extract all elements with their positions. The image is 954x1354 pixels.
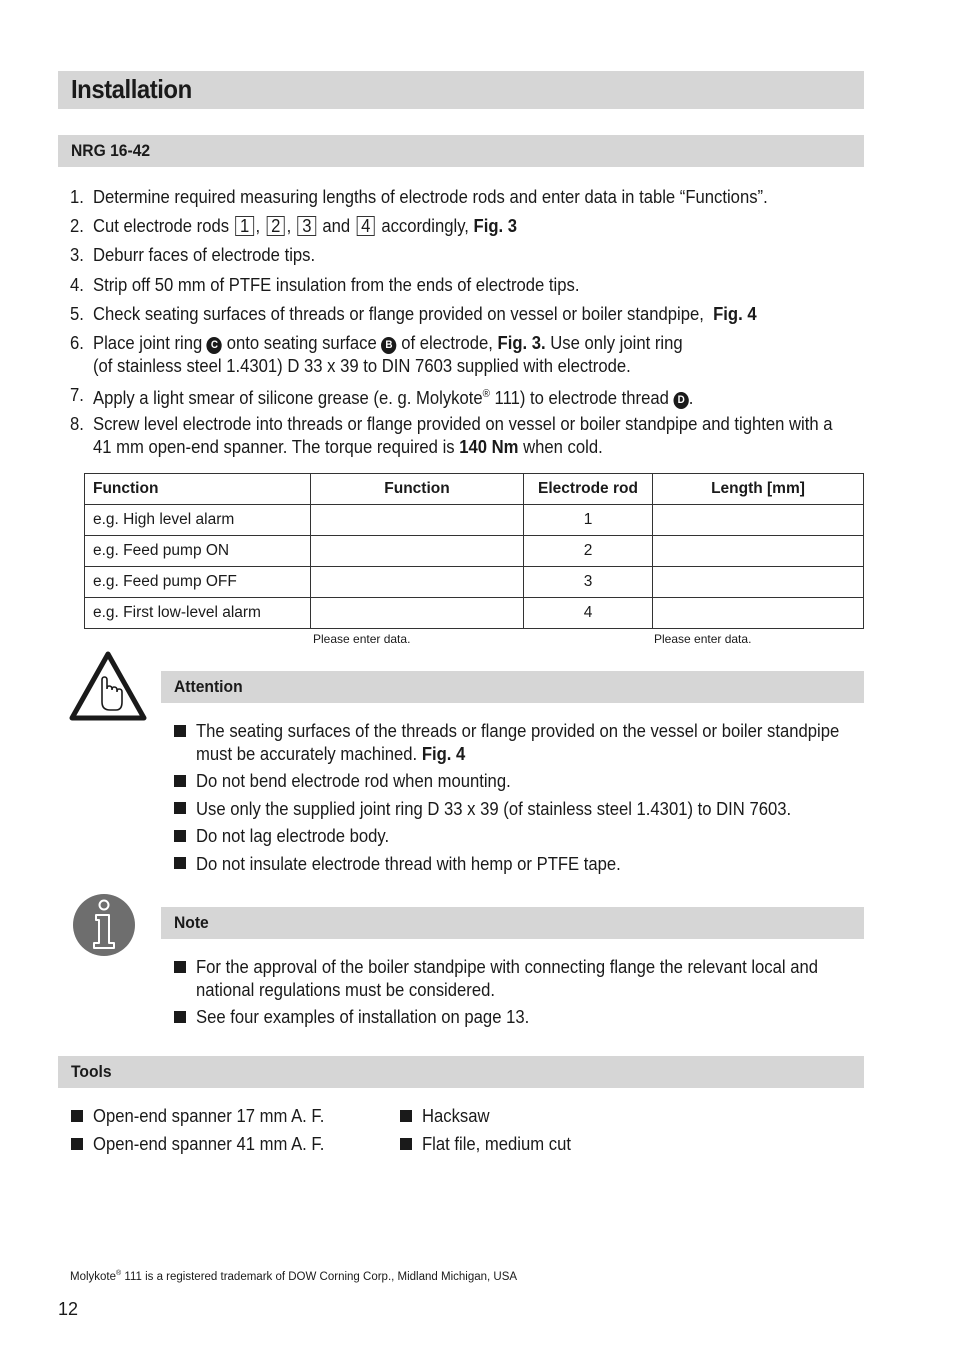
step-number: 7. xyxy=(70,384,84,405)
column-header: Function xyxy=(311,474,524,505)
table-cell: e.g. First low-level alarm xyxy=(85,598,311,629)
functions-table xyxy=(84,473,864,629)
tools-title: Tools xyxy=(71,1062,112,1081)
step-text: Deburr faces of electrode tips. xyxy=(93,244,316,265)
column-header: Length [mm] xyxy=(653,474,864,505)
bullet xyxy=(400,1138,412,1150)
step-number: 1. xyxy=(70,186,84,207)
step-text: Determine required measuring lengths of electrode rods and enter data in table “Functions”. xyxy=(93,186,768,207)
note-title: Note xyxy=(174,913,209,932)
marker-b: B xyxy=(381,337,396,354)
table-cell-input[interactable] xyxy=(311,536,524,567)
list-item: For the approval of the boiler standpipe with connecting flange the relevant local and xyxy=(196,956,819,977)
table-row xyxy=(85,598,864,629)
bullet xyxy=(174,961,186,973)
step-text: Place joint ring C onto seating surface B of electrode, Fig. 3. Use only joint ring xyxy=(93,332,683,353)
table-cell-input[interactable] xyxy=(653,567,864,598)
bullet xyxy=(174,725,186,737)
step-text: Cut electrode rods 1 , 2 , 3 and 4 accordingly, Fig. 3 xyxy=(93,215,518,236)
note-bar xyxy=(161,907,864,939)
list-item: See four examples of installation on page 13. xyxy=(196,1006,530,1027)
attention-title: Attention xyxy=(174,677,243,696)
attention-bar xyxy=(161,671,864,703)
rod-label: 4 xyxy=(357,216,375,236)
step-text: Strip off 50 mm of PTFE insulation from the ends of electrode tips. xyxy=(93,274,580,295)
table-cell: 4 xyxy=(524,598,653,629)
marker-d: D xyxy=(674,392,689,409)
table-header-row xyxy=(85,474,864,505)
table-row xyxy=(85,567,864,598)
table-cell-input[interactable] xyxy=(311,598,524,629)
column-header: Electrode rod xyxy=(524,474,653,505)
table-row xyxy=(85,505,864,536)
table-cell: e.g. Feed pump ON xyxy=(85,536,311,567)
list-item: Use only the supplied joint ring D 33 x 39 (of stainless steel 1.4301) to DIN 7603. xyxy=(196,798,792,819)
table-cell-input[interactable] xyxy=(311,567,524,598)
bullet xyxy=(400,1110,412,1122)
table-cell: 2 xyxy=(524,536,653,567)
step-number: 6. xyxy=(70,332,84,353)
list-item: national regulations must be considered. xyxy=(196,979,495,1000)
info-icon xyxy=(72,893,136,957)
bullet xyxy=(71,1138,83,1150)
section-title: NRG 16-42 xyxy=(71,141,151,160)
section-bar xyxy=(58,135,864,167)
step-number: 5. xyxy=(70,303,84,324)
step-number: 4. xyxy=(70,274,84,295)
step-text: Apply a light smear of silicone grease (e. g. Molykote® 111) to electrode thread D . xyxy=(93,387,694,409)
bullet xyxy=(174,830,186,842)
bullet xyxy=(174,802,186,814)
list-item: must be accurately machined. Fig. 4 xyxy=(196,743,466,764)
table-cell: e.g. Feed pump OFF xyxy=(85,567,311,598)
bullet xyxy=(174,857,186,869)
list-item: The seating surfaces of the threads or flange provided on the vessel or boiler standpipe xyxy=(196,720,840,741)
step-text: Check seating surfaces of threads or flange provided on vessel or boiler standpipe, Fig. 4 xyxy=(93,303,757,324)
table-cell-input[interactable] xyxy=(311,505,524,536)
table-cell: 3 xyxy=(524,567,653,598)
rod-label: 2 xyxy=(267,216,285,236)
list-item: Open-end spanner 41 mm A. F. xyxy=(93,1133,325,1154)
step-text: (of stainless steel 1.4301) D 33 x 39 to DIN 7603 supplied with electrode. xyxy=(93,355,631,376)
list-item: Do not bend electrode rod when mounting. xyxy=(196,770,511,791)
list-item: Do not insulate electrode thread with hemp or PTFE tape. xyxy=(196,853,621,874)
column-header: Function xyxy=(85,474,311,505)
table-cell-input[interactable] xyxy=(653,505,864,536)
warning-hand-icon xyxy=(68,650,148,722)
table-note: Please enter data. xyxy=(313,632,411,646)
table-note: Please enter data. xyxy=(654,632,752,646)
rod-label: 3 xyxy=(298,216,316,236)
list-item: Do not lag electrode body. xyxy=(196,825,390,846)
table-cell: e.g. High level alarm xyxy=(85,505,311,536)
marker-c: C xyxy=(207,337,222,354)
bullet xyxy=(174,1011,186,1023)
list-item: Open-end spanner 17 mm A. F. xyxy=(93,1105,325,1126)
page-title: Installation xyxy=(71,74,192,104)
table-cell: 1 xyxy=(524,505,653,536)
bullet xyxy=(174,775,186,787)
step-text: Screw level electrode into threads or flange provided on vessel or boiler standpipe and tighten with a xyxy=(93,413,833,434)
table-cell-input[interactable] xyxy=(653,598,864,629)
rod-label: 1 xyxy=(235,216,253,236)
step-number: 3. xyxy=(70,244,84,265)
step-number: 2. xyxy=(70,215,84,236)
list-item: Flat file, medium cut xyxy=(422,1133,571,1154)
step-number: 8. xyxy=(70,413,84,434)
bullet xyxy=(71,1110,83,1122)
tools-bar xyxy=(58,1056,864,1088)
table-row xyxy=(85,536,864,567)
page-number: 12 xyxy=(58,1299,79,1319)
list-item: Hacksaw xyxy=(422,1105,490,1126)
step-text: 41 mm open-end spanner. The torque required is 140 Nm when cold. xyxy=(93,436,603,457)
table-cell-input[interactable] xyxy=(653,536,864,567)
footnote: Molykote® 111 is a registered trademark of DOW Corning Corp., Midland Michigan, USA xyxy=(70,1270,518,1283)
